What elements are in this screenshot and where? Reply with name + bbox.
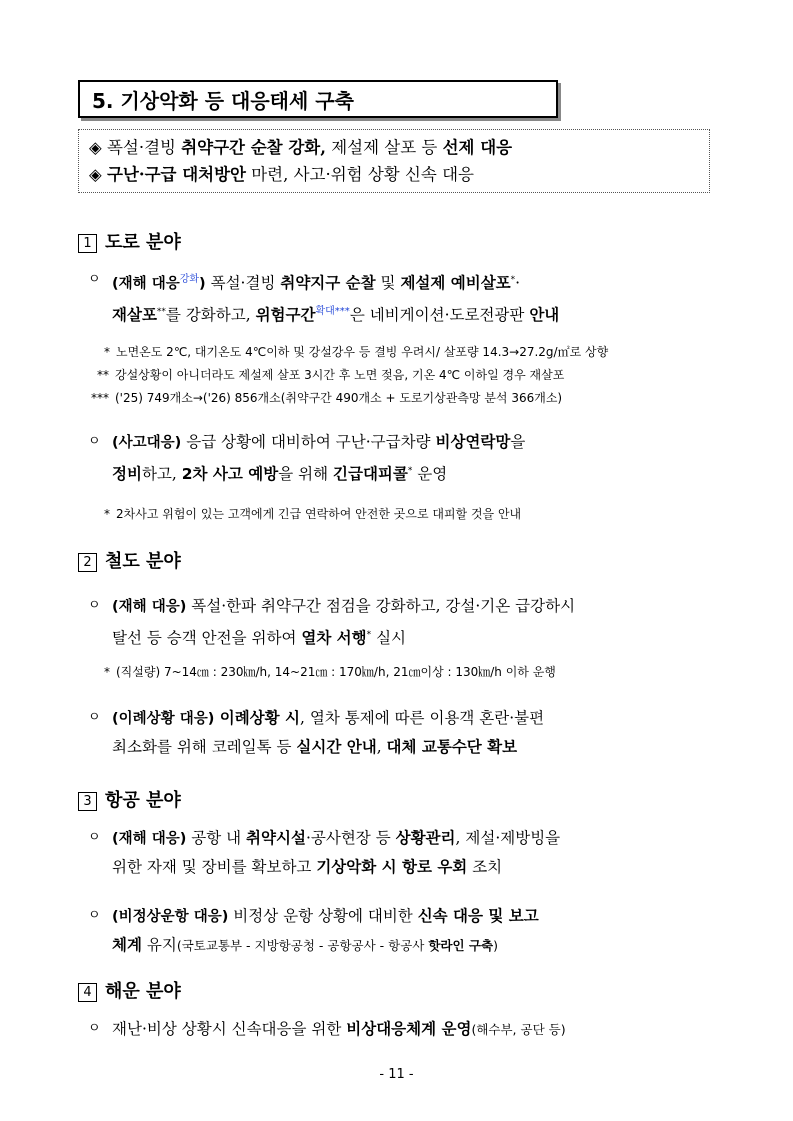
footnote xyxy=(104,663,556,680)
item-tag: (비정상운항 대응) xyxy=(112,909,229,925)
item-bold: 체계 xyxy=(112,936,142,954)
item-text: 위한 자재 및 장비를 확보하고 xyxy=(112,858,317,876)
item-small-text: ) xyxy=(493,938,498,953)
summary-bold: 취약구간 순찰 강화, xyxy=(181,138,326,157)
item-bold: 재살포 xyxy=(112,306,157,325)
item-text: ·공사현장 등 xyxy=(305,829,396,847)
superscript-note: 강화 xyxy=(179,274,200,285)
item-text: 탈선 등 승객 안전을 위하여 xyxy=(112,629,302,648)
summary-line-1 xyxy=(89,134,699,161)
list-item-road-accident xyxy=(88,428,728,488)
list-item-air-disaster xyxy=(88,824,728,881)
item-bold: 비상연락망 xyxy=(435,433,511,451)
footnote xyxy=(97,366,564,383)
diamond-bullet-icon: ◈ xyxy=(89,138,102,157)
item-tag: ) xyxy=(199,276,206,293)
item-text: 은 네비게이션·도로전광판 xyxy=(349,306,530,325)
item-small-text: (해수부, 공단 등) xyxy=(471,1022,566,1037)
section-title-rail xyxy=(78,547,181,573)
section-heading: 5. 기상악화 등 대응태세 구축 xyxy=(78,80,558,118)
list-item-rail-disaster xyxy=(88,592,728,652)
footnote-mark: * xyxy=(104,665,110,679)
list-item-air-irregular xyxy=(88,902,728,960)
section-title-text: 도로 분야 xyxy=(105,232,181,253)
section-title-road xyxy=(78,228,181,254)
circle-bullet-icon: ㅇ xyxy=(88,598,101,613)
item-bold: 취약시설 xyxy=(246,829,306,847)
item-tag: (재해 대응) xyxy=(112,599,187,615)
item-tag: (사고대응) xyxy=(112,435,182,451)
item-small-text: (국토교통부 - 지방항공청 - 공항공사 - 항공사 xyxy=(176,938,429,953)
footnote-mark: * xyxy=(366,630,372,640)
item-text: 및 xyxy=(375,274,401,293)
summary-line-2 xyxy=(89,161,699,188)
circle-bullet-icon: ㅇ xyxy=(88,1021,101,1036)
section-number: 2 xyxy=(78,553,97,572)
section-number: 3 xyxy=(78,792,97,811)
list-item-sea xyxy=(88,1015,728,1044)
item-bold: 이례상황 시 xyxy=(214,709,301,727)
item-text: 비정상 운항 상황에 대비한 xyxy=(228,907,418,925)
section-number: 1 xyxy=(78,234,97,253)
footnote-mark: * xyxy=(510,275,516,285)
footnote-text: 노면온도 2℃, 대기온도 4℃이하 및 강설강우 등 결빙 우려시/ 살포량 14.3→27.2g/㎡로 상향 xyxy=(116,345,609,359)
item-bold: 신속 대응 및 보고 xyxy=(417,907,539,925)
circle-bullet-icon: ㅇ xyxy=(88,710,101,725)
summary-text: 마련, 사고·위험 상황 신속 대응 xyxy=(245,165,474,184)
item-text: 를 강화하고, xyxy=(165,306,256,325)
item-text: 최소화를 위해 코레일톡 등 xyxy=(112,738,297,756)
item-text: 조치 xyxy=(467,858,503,876)
footnote-mark: * xyxy=(104,345,110,359)
item-text: 공항 내 xyxy=(186,829,247,847)
item-bold: 열차 서행 xyxy=(301,629,367,648)
item-text: 재난·비상 상황시 신속대응을 위한 xyxy=(112,1020,347,1038)
item-bold: 위험구간 xyxy=(255,306,316,325)
footnote xyxy=(104,505,521,522)
circle-bullet-icon: ㅇ xyxy=(88,830,101,845)
item-bold: 상황관리 xyxy=(395,829,456,847)
section-number: 4 xyxy=(78,983,97,1002)
summary-bold: 구난·구급 대처방안 xyxy=(106,165,246,184)
list-item-road-disaster xyxy=(88,266,728,329)
summary-box xyxy=(78,129,710,193)
diamond-bullet-icon: ◈ xyxy=(89,165,102,184)
footnote xyxy=(104,343,608,360)
item-bold: 핫라인 구축 xyxy=(428,938,494,953)
item-text: , 열차 통제에 따른 이용객 혼란·불편 xyxy=(300,709,545,727)
circle-bullet-icon: ㅇ xyxy=(88,272,101,287)
item-bold: 비상대응체계 운영 xyxy=(346,1020,472,1038)
item-bold: 취약지구 순찰 xyxy=(280,274,376,293)
item-text: 폭설·결빙 xyxy=(205,274,281,293)
item-text: 운영 xyxy=(412,465,448,484)
footnote-mark: ** xyxy=(97,368,109,382)
footnote-text: (직설량) 7~14㎝ : 230㎞/h, 14~21㎝ : 170㎞/h, 21㎝이상 : 130㎞/h 이하 운행 xyxy=(116,665,556,679)
section-title-text: 해운 분야 xyxy=(105,981,181,1002)
page-number: - 11 - xyxy=(379,1067,414,1082)
footnote-text: 2차사고 위험이 있는 고객에게 긴급 연락하여 안전한 곳으로 대피할 것을 안내 xyxy=(116,507,522,521)
item-text: 을 위해 xyxy=(278,465,333,484)
item-bold: 기상악화 시 항로 우회 xyxy=(316,858,468,876)
item-text: , 제설·제방빙을 xyxy=(455,829,561,847)
item-text: , xyxy=(376,738,387,756)
item-bold: 대체 교통수단 확보 xyxy=(386,738,518,756)
footnote-mark: * xyxy=(407,466,413,476)
item-tag: (재해 대응 xyxy=(112,276,180,293)
item-bold: 제설제 예비살포 xyxy=(400,274,511,293)
item-bold: 정비 xyxy=(112,465,142,484)
item-text: 응급 상황에 대비하여 구난·구급차량 xyxy=(181,433,436,451)
item-text: 을 xyxy=(510,433,526,451)
item-text: 유지 xyxy=(141,936,177,954)
item-text: · xyxy=(515,274,521,293)
footnote-mark: *** xyxy=(91,391,109,405)
item-tag: (이례상황 대응) xyxy=(112,711,215,727)
item-tag: (재해 대응) xyxy=(112,831,187,847)
item-bold: 안내 xyxy=(529,306,560,325)
summary-text: 폭설·결빙 xyxy=(106,138,182,157)
footnote-mark: * xyxy=(104,507,110,521)
summary-text: 제설제 살포 등 xyxy=(325,138,443,157)
section-title-text: 항공 분야 xyxy=(105,790,181,811)
section-title-text: 철도 분야 xyxy=(105,551,181,572)
section-title-air xyxy=(78,786,181,812)
item-text: 하고, xyxy=(141,465,182,484)
summary-bold: 선제 대응 xyxy=(442,138,513,157)
footnote-text: ('25) 749개소→('26) 856개소(취약구간 490개소 + 도로기상관측망 분석 366개소) xyxy=(115,391,563,405)
footnote xyxy=(91,389,562,406)
section-title-sea xyxy=(78,977,181,1003)
circle-bullet-icon: ㅇ xyxy=(88,434,101,449)
item-bold: 2차 사고 예방 xyxy=(181,465,279,484)
superscript-note: 확대*** xyxy=(315,306,350,318)
footnote-mark: ** xyxy=(156,307,166,318)
list-item-rail-abnormal xyxy=(88,704,728,761)
item-text: 실시 xyxy=(371,629,407,648)
circle-bullet-icon: ㅇ xyxy=(88,908,101,923)
item-bold: 실시간 안내 xyxy=(296,738,377,756)
footnote-text: 강설상황이 아니더라도 제설제 살포 3시간 후 노면 젖음, 기온 4℃ 이하일 경우 재살포 xyxy=(115,368,565,382)
item-bold: 긴급대피콜 xyxy=(333,465,408,484)
item-text: 폭설·한파 취약구간 점검을 강화하고, 강설·기온 급강하시 xyxy=(186,597,576,615)
